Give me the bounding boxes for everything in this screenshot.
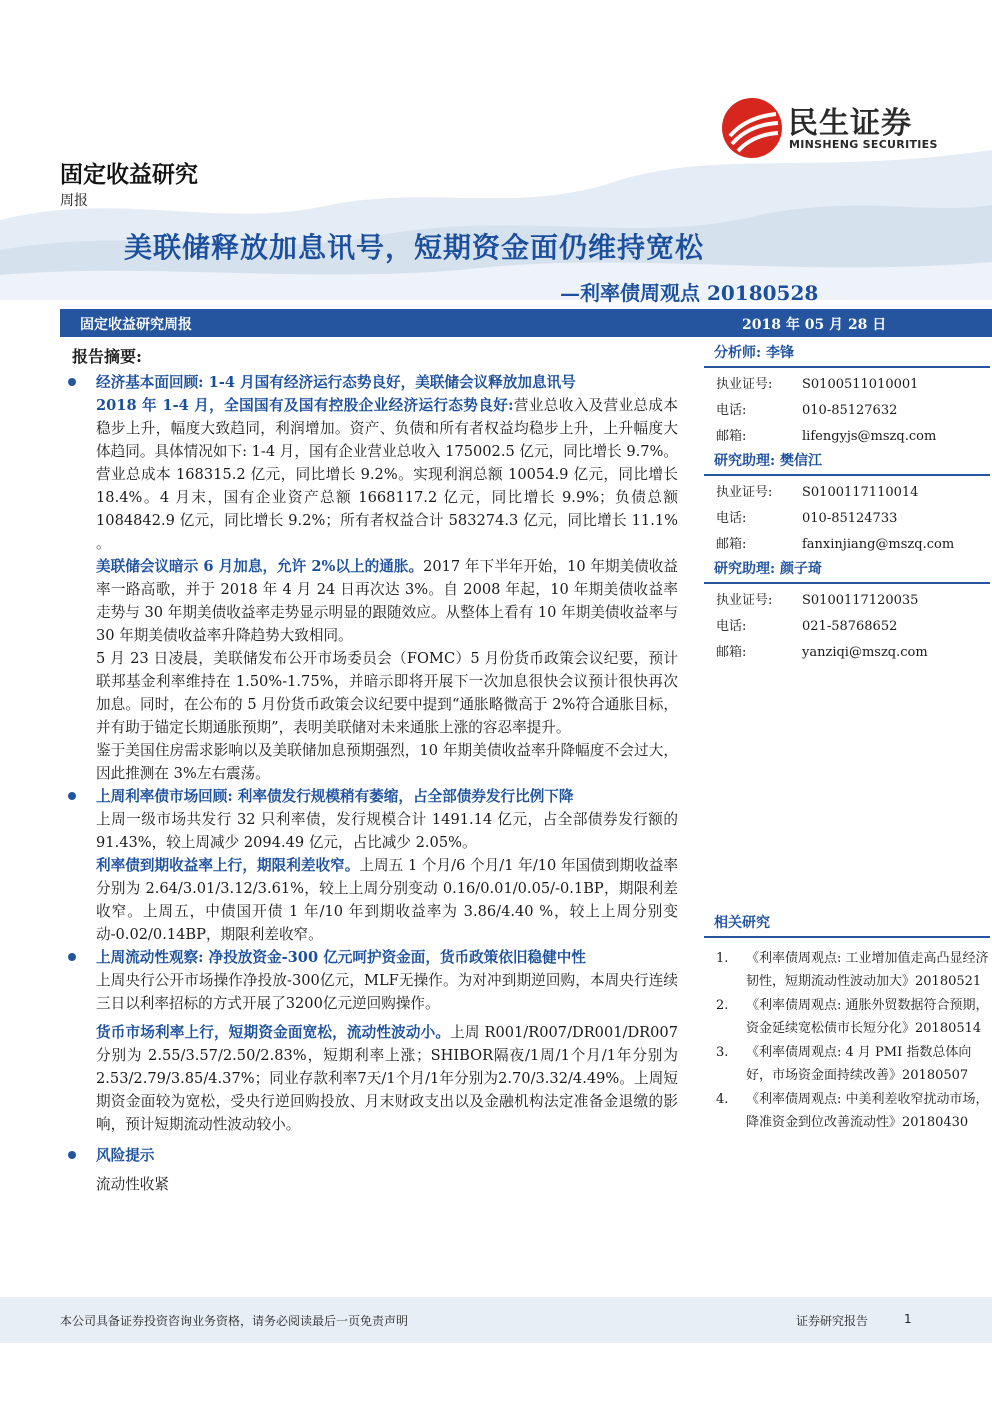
- value: 010-85124733: [802, 511, 898, 526]
- report-subtitle: —利率债周观点 20180528: [560, 281, 819, 305]
- footer-report-label: 证券研究报告: [796, 1314, 869, 1328]
- analyst-name: 研究助理: 颜子琦: [704, 558, 990, 584]
- paragraph: [66, 555, 678, 647]
- paragraph-lead: 2018 年 1-4 月，全国国有及国有控股企业经济运行态势良好:: [96, 397, 514, 414]
- related-research: [704, 912, 990, 1136]
- analyst-mail: [704, 424, 990, 450]
- email-link[interactable]: lifengyjs@mszq.com: [802, 429, 937, 444]
- analyst-block: [704, 342, 990, 450]
- item-text: 《利率债周观点: 通胀外贸数据符合预期，资金延续宽松债市长短分化》20180514: [746, 998, 989, 1036]
- bullet-section-fundamentals: [66, 371, 678, 394]
- label: 邮箱:: [716, 429, 747, 444]
- paragraph: 鉴于美国住房需求影响以及美联储加息预期强烈，10 年期美债收益率升降幅度不会过大，因此推测在 3%左右震荡。: [96, 742, 678, 782]
- analyst-name: 分析师: 李锋: [704, 342, 990, 368]
- email-link[interactable]: fanxinjiang@mszq.com: [802, 537, 955, 552]
- section-heading: 上周利率债市场回顾: 利率债发行规模稍有萎缩，占全部债券发行比例下降: [96, 788, 574, 805]
- report-type-label: 周报: [60, 193, 88, 209]
- summary-heading: 报告摘要:: [72, 347, 142, 366]
- department-label: 固定收益研究: [60, 162, 198, 188]
- paragraph-lead: 货币市场利率上行，短期资金面宽松，流动性波动小。: [96, 1024, 451, 1041]
- section-heading: 经济基本面回顾: 1-4 月国有经济运行态势良好，美联储会议释放加息讯号: [96, 374, 576, 391]
- related-heading: 相关研究: [704, 912, 990, 938]
- bar-report-label: 固定收益研究周报: [80, 317, 192, 333]
- related-item[interactable]: [704, 995, 990, 1040]
- analyst-cert: [704, 480, 990, 506]
- label: 电话:: [716, 403, 747, 418]
- paragraph: [66, 854, 678, 946]
- email-link[interactable]: yanziqi@mszq.com: [802, 645, 928, 660]
- bullet-section-liquidity: [66, 946, 678, 969]
- item-number: 4.: [716, 1092, 729, 1107]
- bullet-dot-icon: [68, 953, 76, 961]
- bullet-section-risk: [66, 1144, 678, 1167]
- item-number: 2.: [716, 998, 729, 1013]
- summary-column: [66, 342, 678, 1196]
- item-text: 《利率债周观点: 中美利差收窄扰动市场，降准资金到位改善流动性》20180430: [746, 1092, 989, 1130]
- value: S0100511010001: [802, 377, 919, 392]
- paragraph: 5 月 23 日凌晨，美联储发布公开市场委员会（FOMC）5 月份货币政策会议纪要，预计联邦基金利率维持在 1.50%-1.75%，并暗示即将开展下一次加息很快会议预计很快再次加息。同时，在公布的 5 月份货币政策会议纪要中提到“通胀略微高于 2%符合通胀目标，并有助于锚定长期通胀预期”，表明美联储对未来通胀上涨的容忍率提升。: [96, 650, 678, 736]
- item-text: 《利率债周观点: 工业增加值走高凸显经济韧性，短期流动性波动加大》20180521: [746, 951, 989, 989]
- related-item[interactable]: [704, 1042, 990, 1087]
- paragraph-lead: 利率债到期收益率上行，期限利差收窄。: [96, 857, 360, 874]
- bullet-dot-icon: [68, 1151, 76, 1159]
- paragraph-text: 上周五 1 个月/6 个月/1 年/10 年国债到期收益率分别为 2.64/3.01/3.12/3.61%，较上上周分别变动 0.16/0.01/0.05/-0.1BP，期限利差收窄。上周五，中债国开债 1 年/10 年到期收益率为 3.86/4.40 %，较上上周分别变动-0.02/0.14BP，期限利差收窄。: [96, 857, 678, 943]
- report-title: 美联储释放加息讯号，短期资金面仍维持宽松: [124, 231, 705, 264]
- paragraph: [66, 394, 678, 555]
- value: S0100117110014: [802, 485, 919, 500]
- label: 邮箱:: [716, 645, 747, 660]
- bullet-dot-icon: [68, 378, 76, 386]
- label: 执业证号:: [716, 485, 773, 500]
- item-text: 《利率债周观点: 4 月 PMI 指数总体向好，市场资金面持续改善》20180507: [746, 1045, 972, 1083]
- brand-name-en: MINSHENG SECURITIES: [789, 138, 938, 151]
- paragraph: 上周央行公开市场操作净投放-300亿元，MLF无操作。为对冲到期逆回购，本周央行连续三日以利率招标的方式开展了3200亿元逆回购操作。: [96, 972, 678, 1012]
- paragraph-text: 营业总收入及营业总成本稳步上升，幅度大致趋同，利润增加。资产、负债和所有者权益均稳步上升，上升幅度大体趋同。具体情况如下: 1-4 月，国有企业营业总收入 175002.5 亿元，同比增长 9.7%。营业总成本 168315.2 亿元，同比增长 9.2%。实现利润总额 10054.9 亿元，同比增长 18.4%。4 月末，国有企业资产总额 1668117.2 亿元，同比增长 9.9%；负债总额 1084842.9 亿元，同比增长 9.2%；所有者权益合计 583274.3 亿元，同比增长 11.1% 。: [96, 397, 678, 552]
- section-heading: 风险提示: [96, 1147, 155, 1164]
- bullet-dot-icon: [68, 792, 76, 800]
- value: S0100117120035: [802, 593, 919, 608]
- paragraph: [66, 1021, 678, 1136]
- label: 电话:: [716, 511, 747, 526]
- item-number: 1.: [716, 951, 729, 966]
- related-item[interactable]: [704, 1089, 990, 1134]
- brand-name-cn: 民生证券: [788, 106, 912, 141]
- label: 电话:: [716, 619, 747, 634]
- analyst-mail: [704, 640, 990, 666]
- label: 邮箱:: [716, 537, 747, 552]
- analyst-column: [704, 342, 990, 1130]
- value: 010-85127632: [802, 403, 898, 418]
- bar-date: 2018 年 05 月 28 日: [742, 317, 887, 333]
- analyst-name: 研究助理: 樊信江: [704, 450, 990, 476]
- analyst-mail: [704, 532, 990, 558]
- analyst-block: [704, 450, 990, 558]
- analyst-tel: [704, 398, 990, 424]
- paragraph-text: 2017 年下半年开始，10 年期美债收益率一路高歌，并于 2018 年 4 月 24 日再次达 3%。自 2008 年起，10 年期美债收益率走势与 30 年期美债收益率走势显示明显的跟随效应。从整体上看有 10 年期美债收益率与 30 年期美债收益率升降趋势大致相同。: [96, 558, 678, 644]
- analyst-tel: [704, 506, 990, 532]
- analyst-cert: [704, 372, 990, 398]
- paragraph: 流动性收紧: [96, 1176, 169, 1193]
- paragraph-text: 上周 R001/R007/DR001/DR007 分别为 2.55/3.57/2.50/2.83%，短期利率上涨；SHIBOR隔夜/1周/1个月/1年分别为2.53/2.79/3.85/4.37%；同业存款利率7天/1个月/1年分别为2.70/3.32/4.49%。上周短期资金面较为宽松，受央行逆回购投放、月末财政支出以及金融机构法定准备金退缴的影响，预计短期流动性波动较小。: [96, 1024, 678, 1133]
- analyst-block: [704, 558, 990, 666]
- label: 执业证号:: [716, 593, 773, 608]
- bullet-section-market: [66, 785, 678, 808]
- value: 021-58768652: [802, 619, 898, 634]
- footer-disclaimer: 本公司具备证券投资咨询业务资格，请务必阅读最后一页免责声明: [60, 1314, 409, 1328]
- analyst-tel: [704, 614, 990, 640]
- item-number: 3.: [716, 1045, 729, 1060]
- related-item[interactable]: [704, 948, 990, 993]
- section-heading: 上周流动性观察: 净投放资金-300 亿元呵护资金面，货币政策依旧稳健中性: [96, 949, 586, 966]
- paragraph: 上周一级市场共发行 32 只利率债，发行规模合计 1491.14 亿元，占全部债券发行额的 91.43%，较上周减少 2094.49 亿元，占比减少 2.05%。: [96, 811, 678, 851]
- paragraph-lead: 美联储会议暗示 6 月加息，允许 2%以上的通胀。: [96, 558, 424, 575]
- page-number: 1: [904, 1312, 912, 1326]
- label: 执业证号:: [716, 377, 773, 392]
- page-footer: [0, 1297, 992, 1343]
- title-bar: [60, 309, 992, 337]
- analyst-cert: [704, 588, 990, 614]
